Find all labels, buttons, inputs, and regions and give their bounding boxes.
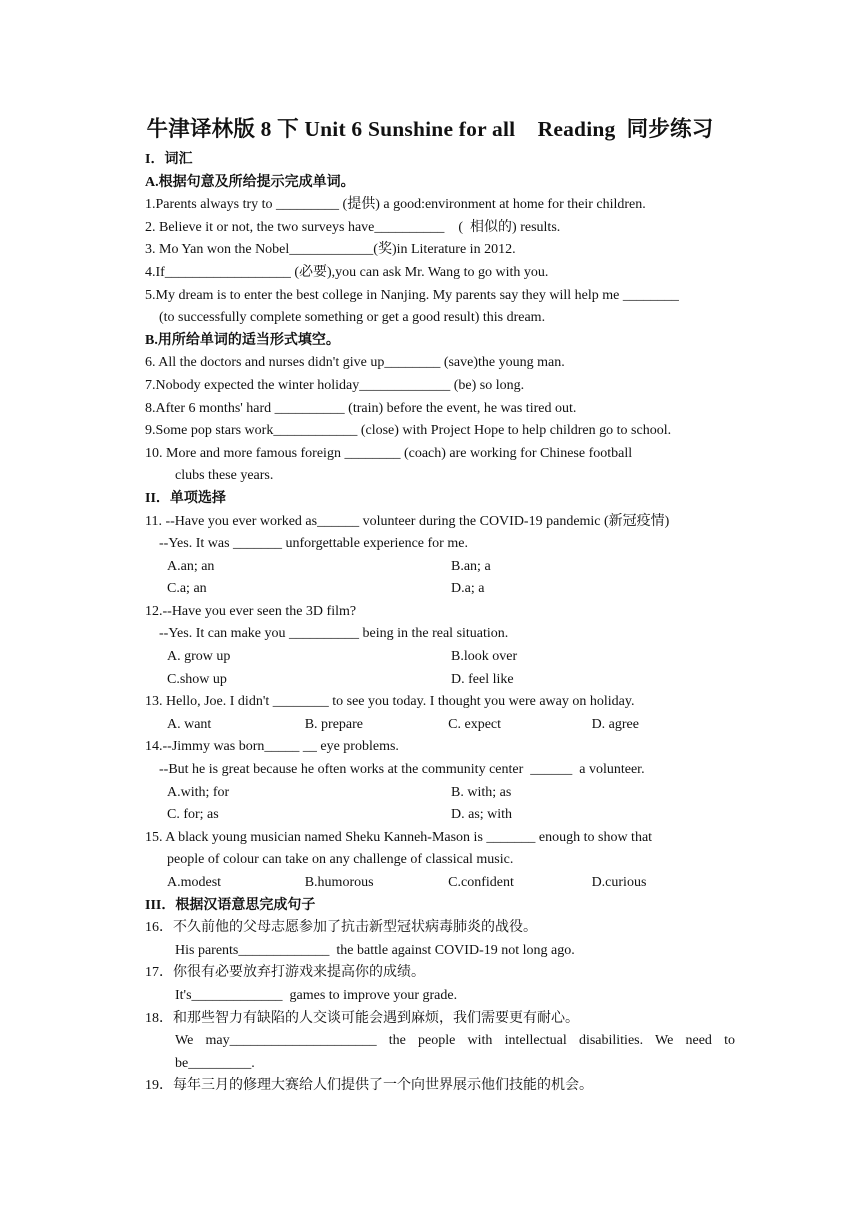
option-b: B.humorous xyxy=(304,875,374,890)
option-c: C. expect xyxy=(448,716,502,732)
question-15-continued: people of colour can take on any challenge of classical music. xyxy=(167,852,514,868)
option-c: C.show up xyxy=(167,671,227,687)
question-11-options-row-2 xyxy=(145,578,735,601)
option-d: D. as; with xyxy=(451,807,513,823)
option-a: A.modest xyxy=(167,875,222,890)
question-17-english: It's_____________ games to improve your grade. xyxy=(175,987,458,1003)
question-12-options-row-1 xyxy=(145,646,735,669)
option-d: D.curious xyxy=(591,875,647,890)
question-12: 12.--Have you ever seen the 3D film? xyxy=(145,603,357,619)
page-title: 牛津译林版 8 下 Unit 6 Sunshine for all Reading 同步练习 xyxy=(146,117,714,141)
option-a: A.an; an xyxy=(167,558,215,574)
question-7: 7.Nobody expected the winter holiday_____________ (be) so long. xyxy=(145,377,525,393)
question-14-options-row-2 xyxy=(145,804,735,827)
question-15-options xyxy=(145,872,735,895)
question-11: 11. --Have you ever worked as______ volunteer during the COVID-19 pandemic (新冠疫情) xyxy=(145,513,670,529)
question-8: 8.After 6 months' hard __________ (train) before the event, he was tired out. xyxy=(145,400,577,416)
option-b: B. with; as xyxy=(451,784,512,800)
question-18-english: We may_____________________ the people with intellectual disabilities. We need to xyxy=(175,1033,735,1049)
option-a: A.with; for xyxy=(167,784,230,800)
option-a: A. want xyxy=(167,716,212,732)
question-3: 3. Mo Yan won the Nobel____________(奖)in Literature in 2012. xyxy=(145,242,516,258)
question-5: 5.My dream is to enter the best college in Nanjing. My parents say they will help me ________ xyxy=(145,287,679,303)
option-d: D. agree xyxy=(591,716,639,732)
question-2: 2. Believe it or not, the two surveys have__________ ( 相似的) results. xyxy=(145,219,561,235)
question-4: 4.If__________________ (必要),you can ask Mr. Wang to go with you. xyxy=(145,264,549,280)
question-13: 13. Hello, Joe. I didn't ________ to see you today. I thought you were away on holiday. xyxy=(145,694,635,710)
question-14-options-row-1 xyxy=(145,782,735,805)
option-c: C.a; an xyxy=(167,581,207,597)
section-3-heading: III．根据汉语意思完成句子 xyxy=(145,897,316,913)
question-12-reply: --Yes. It can make you __________ being in the real situation. xyxy=(159,626,509,642)
question-10: 10. More and more famous foreign ________ (coach) are working for Chinese football xyxy=(145,445,633,461)
option-b: B.an; a xyxy=(451,558,491,574)
question-5-continued: (to successfully complete something or get a good result) this dream. xyxy=(159,310,546,326)
question-14: 14.--Jimmy was born_____ __ eye problems. xyxy=(145,739,399,755)
option-d: D.a; a xyxy=(451,581,485,597)
question-12-options-row-2 xyxy=(145,669,735,692)
question-11-reply: --Yes. It was _______ unforgettable experience for me. xyxy=(159,536,468,552)
question-16-english: His parents_____________ the battle against COVID-19 not long ago. xyxy=(175,942,575,958)
question-9: 9.Some pop stars work____________ (close) with Project Hope to help children go to school. xyxy=(145,423,672,439)
question-1: 1.Parents always try to _________ (提供) a good:environment at home for their children. xyxy=(145,197,646,213)
option-a: A. grow up xyxy=(167,649,231,665)
question-18-english-continued: be_________. xyxy=(175,1055,255,1071)
option-c: C. for; as xyxy=(167,807,219,823)
section-1b-heading: B.用所给单词的适当形式填空。 xyxy=(145,332,340,348)
question-11-options-row-1 xyxy=(145,556,735,579)
option-b: B. prepare xyxy=(304,716,364,732)
question-16: 16．不久前他的父母志愿参加了抗击新型冠状病毒肺炎的战役。 xyxy=(145,920,537,936)
question-13-options xyxy=(145,714,735,737)
option-c: C.confident xyxy=(448,875,514,890)
section-2-heading: II．单项选择 xyxy=(145,490,226,506)
section-1-heading: I．词汇 xyxy=(145,152,193,167)
section-1a-heading: A.根据句意及所给提示完成单词。 xyxy=(145,174,355,190)
option-b: B.look over xyxy=(451,649,518,665)
question-10-continued: clubs these years. xyxy=(175,468,274,484)
question-15: 15. A black young musician named Sheku Kanneh-Mason is _______ enough to show that xyxy=(145,829,653,845)
worksheet-content xyxy=(145,149,735,1098)
option-d: D. feel like xyxy=(451,671,514,687)
question-17: 17．你很有必要放弃打游戏来提高你的成绩。 xyxy=(145,965,425,981)
question-18: 18．和那些智力有缺陷的人交谈可能会遇到麻烦，我们需要更有耐心。 xyxy=(145,1010,579,1026)
question-6: 6. All the doctors and nurses didn't give up________ (save)the young man. xyxy=(145,355,565,371)
question-19: 19．每年三月的修理大赛给人们提供了一个向世界展示他们技能的机会。 xyxy=(145,1078,593,1094)
question-14-reply: --But he is great because he often works at the community center ______ a volunteer. xyxy=(159,762,645,778)
